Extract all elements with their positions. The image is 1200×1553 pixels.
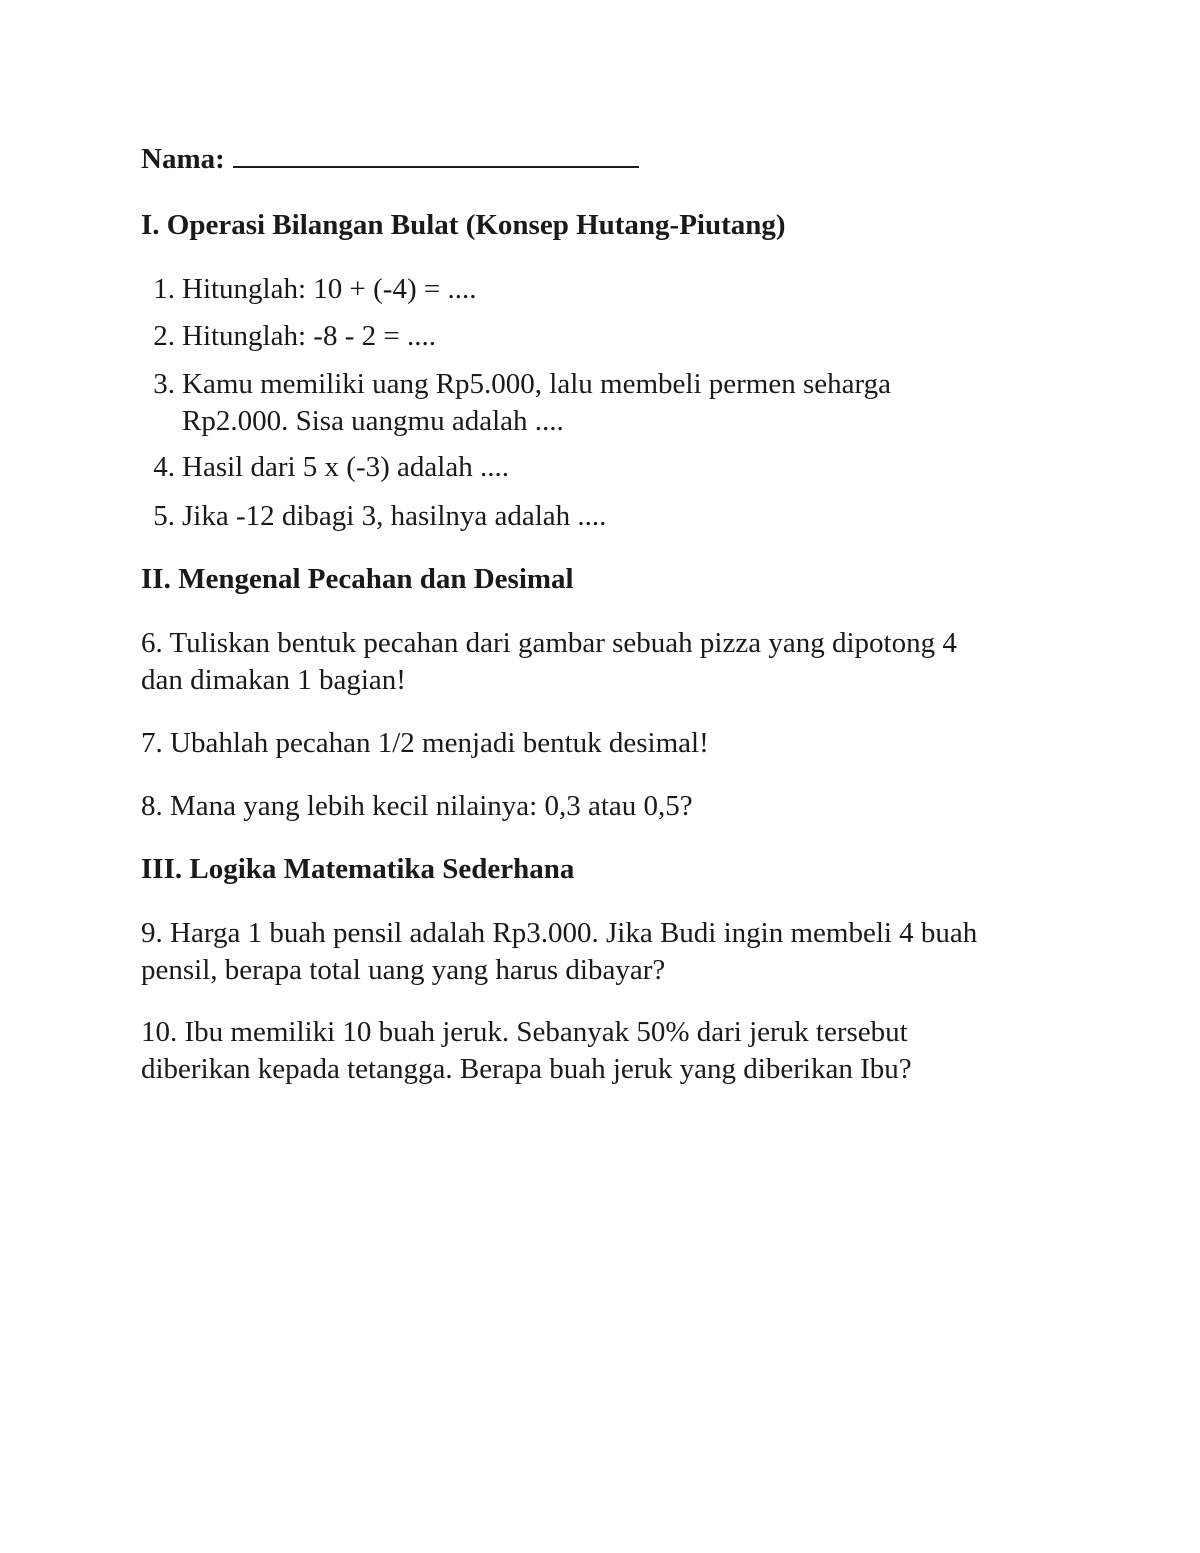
question-text-line-1: Kamu memiliki uang Rp5.000, lalu membeli permen seharga	[182, 368, 891, 400]
question-text: Jika -12 dibagi 3, hasilnya adalah ....	[182, 500, 607, 532]
section-3-title: III. Logika Matematika Sederhana	[141, 853, 575, 885]
question-7: 7. Ubahlah pecahan 1/2 menjadi bentuk desimal!	[141, 727, 709, 759]
question-number: 1.	[153, 273, 175, 305]
question-text: Hitunglah: -8 - 2 = ....	[182, 320, 436, 352]
question-6	[141, 625, 1061, 699]
question-9	[141, 915, 1061, 989]
name-row	[141, 141, 639, 178]
name-label: Nama:	[141, 143, 225, 175]
section-2-title: II. Mengenal Pecahan dan Desimal	[141, 563, 574, 595]
question-10	[141, 1014, 1061, 1088]
question-number: 3.	[153, 368, 175, 400]
question-6-line-2: dan dimakan 1 bagian!	[141, 664, 406, 696]
question-10-line-1: 10. Ibu memiliki 10 buah jeruk. Sebanyak 50% dari jeruk tersebut	[141, 1016, 908, 1048]
question-number: 5.	[153, 500, 175, 532]
question-text: Hitunglah: 10 + (-4) = ....	[182, 273, 477, 305]
question-text: Hasil dari 5 x (-3) adalah ....	[182, 451, 509, 483]
question-10-line-2: diberikan kepada tetangga. Berapa buah jeruk yang diberikan Ibu?	[141, 1053, 912, 1085]
question-number: 2.	[153, 320, 175, 352]
question-6-line-1: 6. Tuliskan bentuk pecahan dari gambar sebuah pizza yang dipotong 4	[141, 627, 957, 659]
question-9-line-1: 9. Harga 1 buah pensil adalah Rp3.000. Jika Budi ingin membeli 4 buah	[141, 917, 978, 949]
question-number: 4.	[153, 451, 175, 483]
question-9-line-2: pensil, berapa total uang yang harus dibayar?	[141, 954, 666, 986]
question-text	[182, 366, 1042, 440]
question-text-line-2: Rp2.000. Sisa uangmu adalah ....	[182, 405, 564, 437]
section-1-title: I. Operasi Bilangan Bulat (Konsep Hutang-Piutang)	[141, 209, 786, 241]
question-8: 8. Mana yang lebih kecil nilainya: 0,3 atau 0,5?	[141, 790, 693, 822]
name-blank-line[interactable]	[233, 165, 639, 168]
